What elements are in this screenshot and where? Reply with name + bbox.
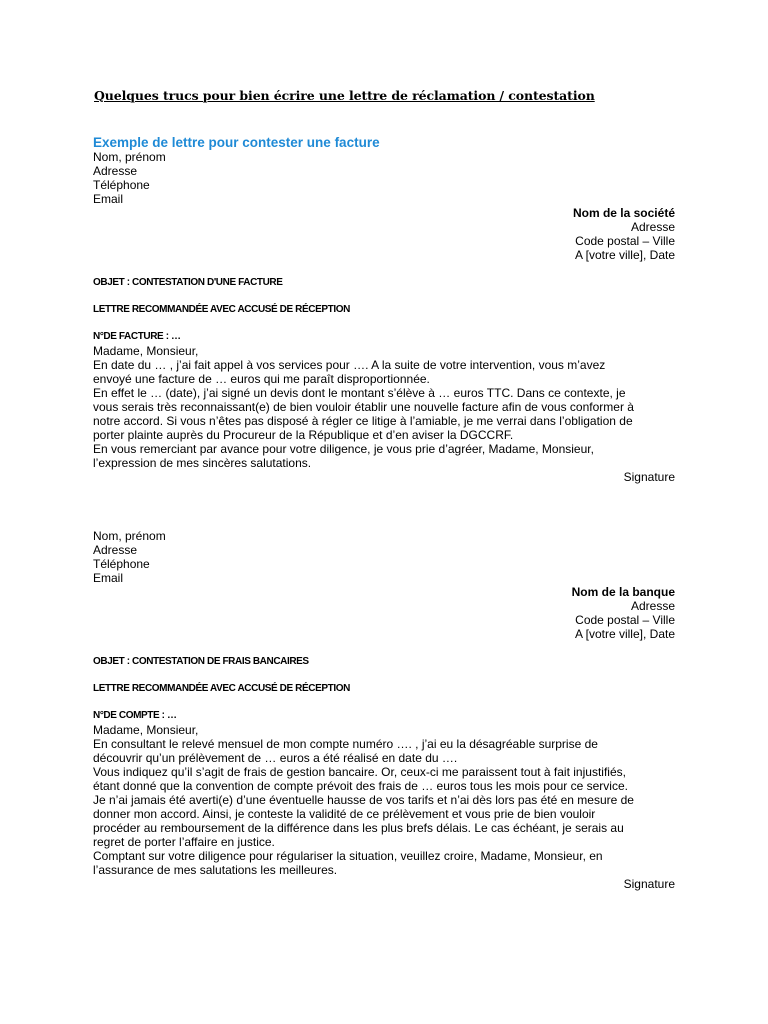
letter2-objet: OBJET : CONTESTATION DE FRAIS BANCAIRES (93, 656, 309, 667)
body-line: regret de porter l’affaire en justice. (93, 835, 275, 849)
letter2-reference: N°DE COMPTE : … (93, 710, 177, 721)
sender-address: Adresse (93, 543, 138, 557)
document-subtitle: Exemple de lettre pour contester une facture (93, 135, 380, 150)
sender-name: Nom, prénom (93, 529, 166, 543)
body-line: notre accord. Si vous n’êtes pas disposé à régler ce litige à l’amiable, je me verrai dans l’obligation de (93, 414, 633, 428)
sender-email: Email (93, 192, 124, 206)
body-line: En vous remerciant par avance pour votre diligence, je vous prie d’agréer, Madame, Monsieur, (93, 442, 594, 456)
recipient-name: Nom de la société (572, 206, 675, 220)
letter1-reference: N°DE FACTURE : … (93, 331, 181, 342)
body-line: l’assurance de mes salutations les meilleures. (93, 863, 338, 877)
recipient-postal-city: Code postal – Ville (575, 613, 675, 627)
sender-phone: Téléphone (93, 557, 150, 571)
body-line: envoyé une facture de … euros qui me paraît disproportionnée. (93, 372, 430, 386)
letter1-envoi: LETTRE RECOMMANDÉE AVEC ACCUSÉ DE RÉCEPTION (93, 304, 350, 315)
letter1-body (93, 344, 634, 470)
letter1-objet: OBJET : CONTESTATION D'UNE FACTURE (93, 277, 283, 288)
body-line: procéder au remboursement de la différence dans les plus brefs délais. Le cas échéant, je serais au (93, 821, 624, 835)
body-line: En date du … , j’ai fait appel à vos services pour …. A la suite de votre intervention, vous m’avez (93, 358, 606, 372)
letter1-signature: Signature (623, 470, 675, 484)
body-line: En consultant le relevé mensuel de mon compte numéro …. , j’ai eu la désagréable surprise de (93, 737, 598, 751)
body-line: Comptant sur votre diligence pour régulariser la situation, veuillez croire, Madame, Monsieur, en (93, 849, 603, 863)
recipient-address: Adresse (630, 599, 675, 613)
letter2-signature: Signature (623, 877, 675, 891)
body-line: découvrir qu’un prélèvement de … euros a été réalisé en date du …. (93, 751, 458, 765)
letter2-body (93, 723, 634, 877)
letter2-sender-block (93, 529, 166, 585)
body-line: vous serais très reconnaissant(e) de bien vouloir établir une nouvelle facture afin de vous conformer à (93, 400, 634, 414)
body-line: étant donné que la convention de compte prévoit des frais de … euros tous les mois pour ce service. (93, 779, 628, 793)
recipient-postal-city: Code postal – Ville (575, 234, 675, 248)
body-line: Madame, Monsieur, (93, 344, 199, 358)
sender-name: Nom, prénom (93, 150, 166, 164)
body-line: donner mon accord. Ainsi, je conteste la validité de ce prélèvement et vous prie de bien vouloir (93, 807, 596, 821)
body-line: l’expression de mes sincères salutations. (93, 456, 312, 470)
body-line: porter plainte auprès du Procureur de la République et d’en aviser la DGCCRF. (93, 428, 514, 442)
body-line: En effet le … (date), j’ai signé un devis dont le montant s’élève à … euros TTC. Dans ce contexte, je (93, 386, 626, 400)
letter1-recipient-block (573, 206, 675, 262)
recipient-address: Adresse (630, 220, 675, 234)
recipient-place-date: A [votre ville], Date (574, 248, 675, 262)
sender-address: Adresse (93, 164, 138, 178)
recipient-name: Nom de la banque (571, 585, 675, 599)
body-line: Madame, Monsieur, (93, 723, 199, 737)
document-title: Quelques trucs pour bien écrire une lettre de réclamation / contestation (94, 88, 595, 103)
letter2-recipient-block (572, 585, 675, 641)
letter1-sender-block (93, 150, 166, 206)
sender-email: Email (93, 571, 124, 585)
body-line: Vous indiquez qu’il s’agit de frais de gestion bancaire. Or, ceux-ci me paraissent tout à fait injustifiés, (93, 765, 626, 779)
recipient-place-date: A [votre ville], Date (574, 627, 675, 641)
body-line: Je n’ai jamais été averti(e) d’une éventuelle hausse de vos tarifs et n’ai dès lors pas été en mesure de (93, 793, 634, 807)
letter2-envoi: LETTRE RECOMMANDÉE AVEC ACCUSÉ DE RÉCEPTION (93, 683, 350, 694)
sender-phone: Téléphone (93, 178, 150, 192)
